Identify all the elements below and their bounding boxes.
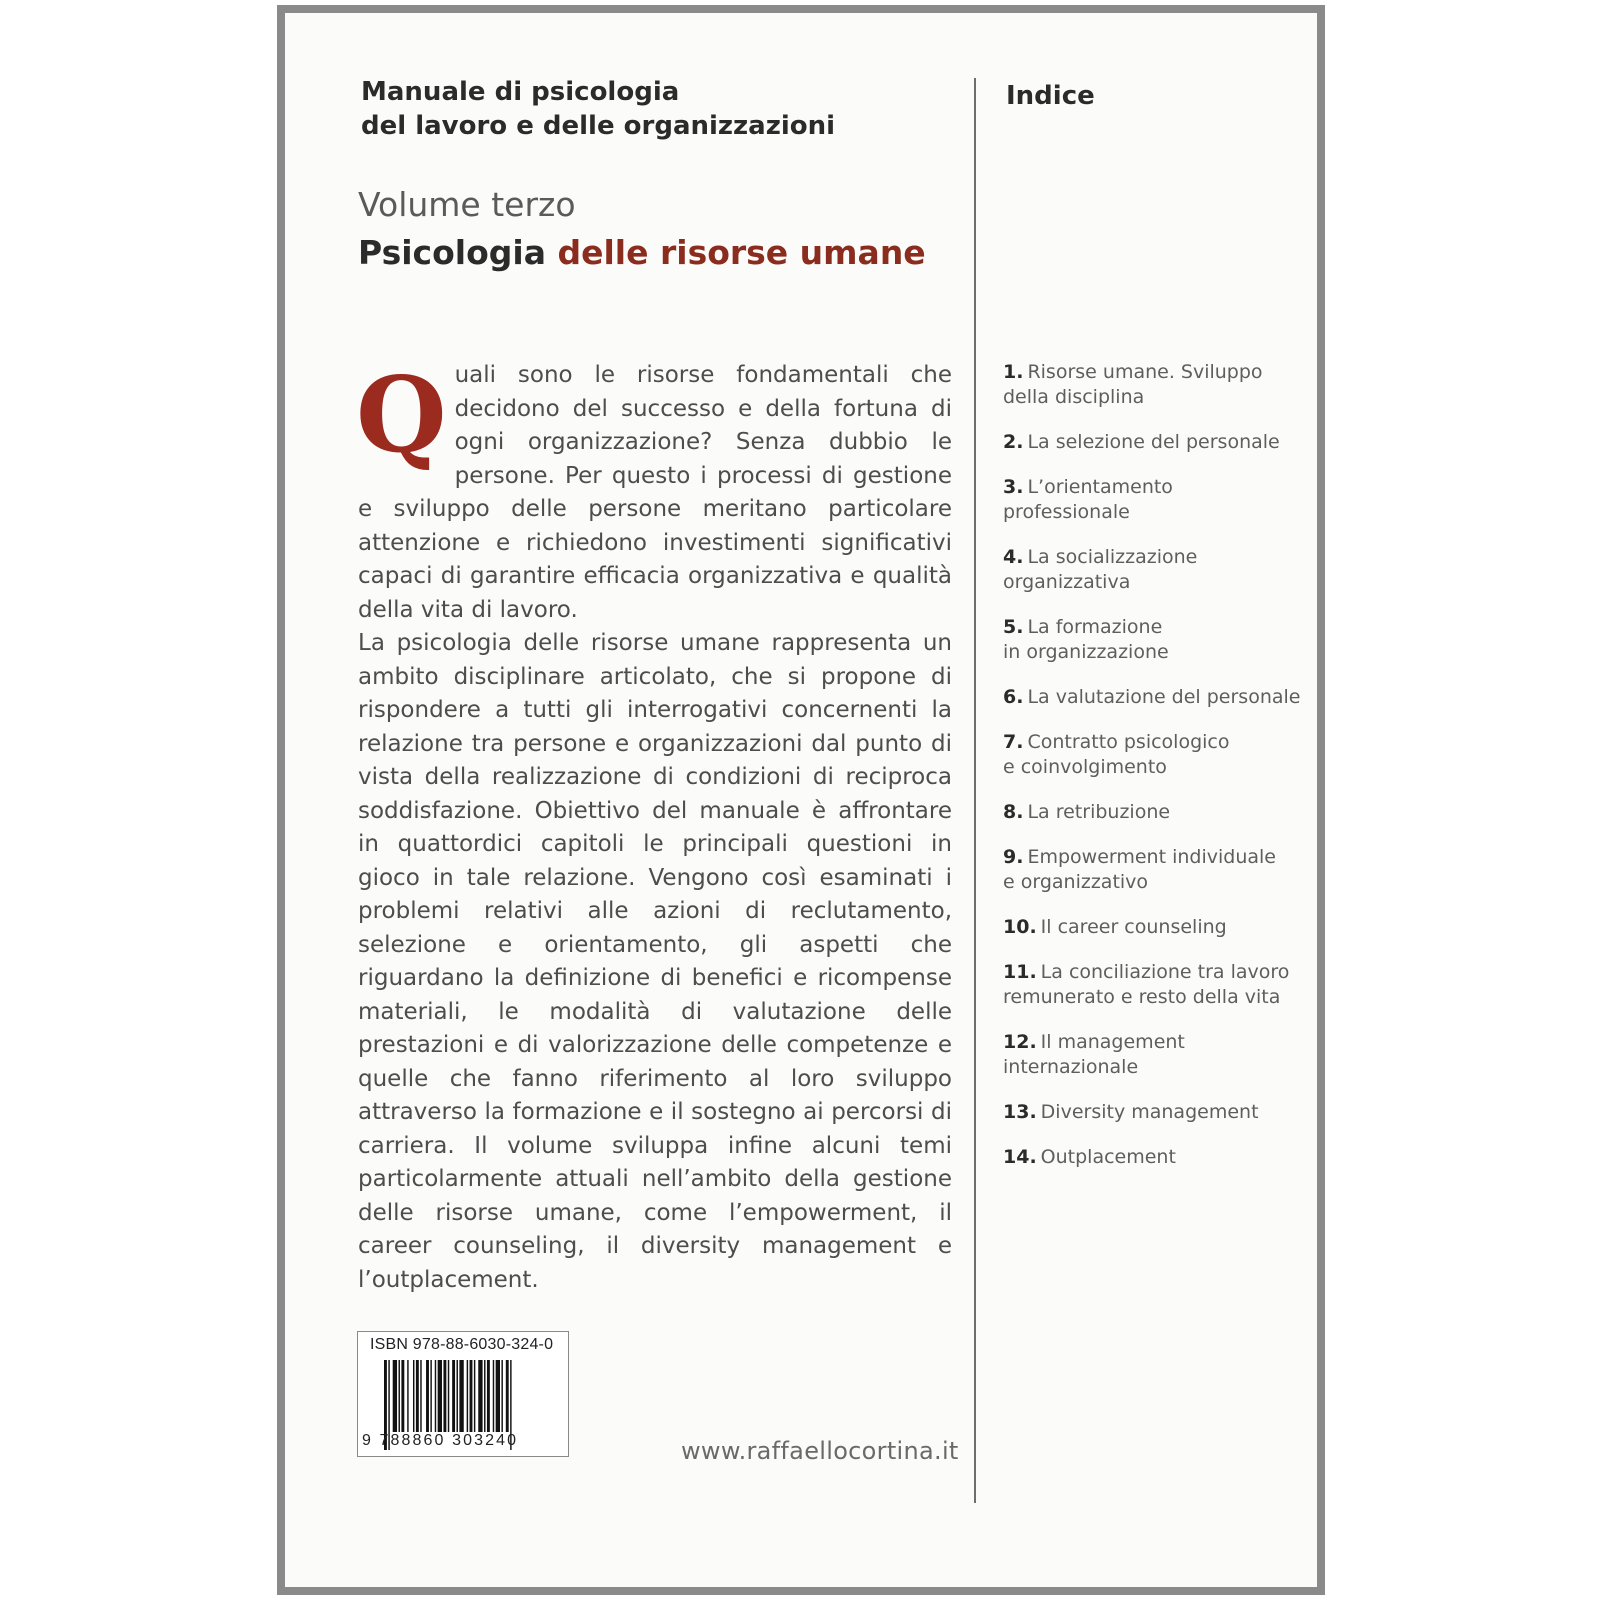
toc-item-title: Empowerment individuale [1027, 846, 1276, 868]
toc-item-number: 11. [1003, 961, 1037, 983]
drop-cap: Q [356, 353, 447, 476]
toc-item [1003, 730, 1303, 780]
toc-item-title: L’orientamento professionale [1003, 476, 1173, 523]
toc-item-title: La formazione [1027, 616, 1163, 638]
barcode-bar [443, 1360, 446, 1432]
series-title-line-2: del lavoro e delle organizzazioni [361, 111, 836, 141]
book-title-first: Psicologia [358, 233, 546, 272]
blurb-paragraph-1-text: uali sono le risorse fondamentali che decidono del successo e della fortuna di ogni organizzazione? Senza dubbio le persone. Per questo i processi di gestione e sviluppo delle persone meritano particolare attenzione e richiedono investimenti significativi capaci di garantire efficacia organizzativa e qualità della vita di lavoro. [358, 362, 952, 623]
barcode-bar [416, 1360, 419, 1432]
toc-item-title: Contratto psicologico [1027, 731, 1230, 753]
toc-item [1003, 685, 1303, 710]
barcode-bar [438, 1360, 442, 1432]
series-title [361, 75, 921, 143]
toc-item [1003, 545, 1303, 595]
toc-item-title: della disciplina [1003, 386, 1145, 408]
barcode-bar [493, 1360, 494, 1432]
toc-item [1003, 615, 1303, 665]
table-of-contents [1003, 360, 1303, 1190]
toc-item [1003, 475, 1303, 525]
toc-item [1003, 360, 1303, 410]
barcode-bar [467, 1360, 468, 1432]
publisher-website: www.raffaellocortina.it [681, 1437, 959, 1465]
barcode-bar [506, 1360, 509, 1432]
blurb-paragraph-2: La psicologia delle risorse umane rappresenta un ambito disciplinare articolato, che si propone di rispondere a tutti gli interrogativi concernenti la relazione tra persone e organizzazioni dal punto di vista della realizzazione di condizioni di reciproca soddisfazione. Obiettivo del manuale è affrontare in quattordici capitoli le principali questioni in gioco in tale relazione. Vengono così esaminati i problemi relativi alle azioni di reclutamento, selezione e orientamento, gli aspetti che riguardano la definizione di benefici e ricompense materiali, le modalità di valutazione delle prestazioni e di valorizzazione delle competenze e quelle che fanno riferimento al loro sviluppo attraverso la formazione e il sostegno ai percorsi di carriera. Il volume sviluppa infine alcuni temi particolarmente attuali nell’ambito della gestione delle risorse umane, come l’empowerment, il career counseling, il diversity management e l’outplacement. [358, 630, 952, 1293]
barcode-bar [496, 1360, 500, 1432]
barcode-bar [470, 1360, 473, 1432]
barcode-bar [487, 1360, 490, 1432]
toc-item-number: 12. [1003, 1031, 1037, 1053]
toc-item [1003, 1030, 1303, 1080]
toc-item-number: 5. [1003, 616, 1024, 638]
isbn-label: ISBN 978-88-6030-324-0 [370, 1336, 554, 1353]
barcode-bar [484, 1360, 485, 1432]
barcode-bar [474, 1360, 475, 1432]
blurb-paragraph-1 [356, 353, 952, 627]
volume-label: Volume terzo [358, 185, 576, 224]
book-title [358, 231, 926, 275]
toc-item-title: Outplacement [1040, 1146, 1176, 1168]
toc-item-number: 8. [1003, 801, 1024, 823]
toc-item-number: 13. [1003, 1101, 1037, 1123]
toc-item-title: e organizzativo [1003, 871, 1149, 893]
toc-item [1003, 960, 1303, 1010]
toc-item-number: 2. [1003, 431, 1024, 453]
book-back-cover [277, 5, 1325, 1595]
toc-item-title: La socializzazione [1027, 546, 1198, 568]
toc-item-number: 14. [1003, 1146, 1037, 1168]
toc-item-title: Diversity management [1040, 1101, 1259, 1123]
toc-item-title: Risorse umane. Sviluppo [1027, 361, 1263, 383]
toc-item [1003, 800, 1303, 825]
toc-item-title: La retribuzione [1027, 801, 1171, 823]
toc-item-number: 1. [1003, 361, 1024, 383]
toc-item-number: 6. [1003, 686, 1024, 708]
index-heading: Indice [1006, 81, 1095, 111]
toc-item-number: 7. [1003, 731, 1024, 753]
toc-item [1003, 845, 1303, 895]
barcode-bar [459, 1360, 463, 1432]
barcode-digits: 9 788860 303240 [362, 1432, 519, 1449]
toc-item [1003, 1145, 1303, 1170]
toc-item [1003, 1100, 1303, 1125]
barcode-bar [478, 1360, 482, 1432]
toc-item-title: Il management [1040, 1031, 1185, 1053]
toc-item [1003, 915, 1303, 940]
barcode-bar [452, 1360, 455, 1432]
barcode-bar [413, 1360, 414, 1432]
barcode-bar [420, 1360, 421, 1432]
toc-item-title: La selezione del personale [1027, 431, 1280, 453]
toc-item-title: La valutazione del personale [1027, 686, 1301, 708]
series-title-line-1: Manuale di psicologia [361, 77, 680, 107]
barcode-bar [393, 1360, 397, 1432]
toc-item-title: internazionale [1003, 1056, 1139, 1078]
toc-item-number: 3. [1003, 476, 1024, 498]
toc-item-number: 4. [1003, 546, 1024, 568]
toc-item-title: organizzativa [1003, 571, 1131, 593]
book-title-accent: delle risorse umane [557, 233, 926, 272]
toc-item-title: Il career counseling [1040, 916, 1227, 938]
toc-item-title: La conciliazione tra lavoro [1040, 961, 1290, 983]
barcode-bar [426, 1360, 429, 1432]
barcode-bar [435, 1360, 436, 1432]
toc-item-number: 9. [1003, 846, 1024, 868]
toc-item [1003, 430, 1303, 455]
barcode-bar [457, 1360, 458, 1432]
isbn-barcode-box [357, 1331, 569, 1457]
blurb-text [356, 353, 952, 1297]
column-divider [974, 78, 976, 1503]
toc-item-title: e coinvolgimento [1003, 756, 1167, 778]
barcode-bar [448, 1360, 449, 1432]
toc-item-title: in organizzazione [1003, 641, 1169, 663]
barcode-bar [407, 1360, 408, 1432]
toc-item-number: 10. [1003, 916, 1037, 938]
barcode-bar [430, 1360, 431, 1432]
barcode-bar [399, 1360, 400, 1432]
toc-item-title: remunerato e resto della vita [1003, 986, 1281, 1008]
barcode-bar [501, 1360, 502, 1432]
barcode-bar [401, 1360, 404, 1432]
